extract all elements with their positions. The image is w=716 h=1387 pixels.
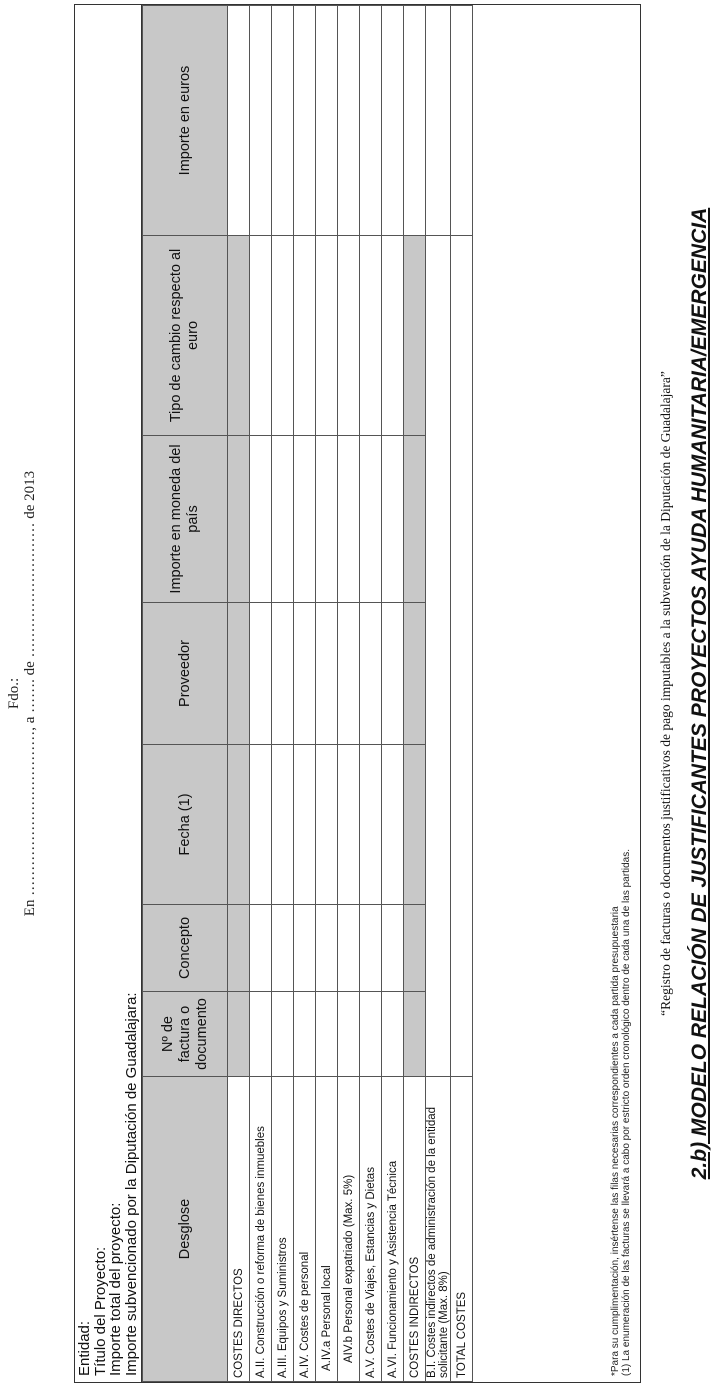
row-label: A.IV. Costes de personal xyxy=(294,1077,316,1382)
col-header-supplier: Proveedor xyxy=(143,603,228,745)
section-row-direct-costs xyxy=(228,6,250,1382)
invoice-table xyxy=(142,5,473,1382)
col-header-local-amount: Importe en moneda del país xyxy=(143,436,228,603)
col-header-desglose: Desglose xyxy=(143,1077,228,1382)
table-row xyxy=(338,6,360,1382)
document-title: 2.b) MODELO RELACIÓN DE JUSTIFICANTES PROYECTOS AYUDA HUMANITARIA/EMERGENCIA xyxy=(688,207,711,1180)
row-label: B.I. Costes indirectos de administración de la entidad solicitante (Max. 8%) xyxy=(426,1077,451,1382)
total-label: TOTAL COSTES xyxy=(451,1077,473,1382)
signature-line: Fdo.: xyxy=(6,677,22,710)
project-info xyxy=(75,5,142,1382)
section-row-indirect-costs xyxy=(404,6,426,1382)
form-frame xyxy=(74,4,641,1383)
table-row xyxy=(272,6,294,1382)
col-header-concept: Concepto xyxy=(143,905,228,992)
entity-field: Entidad: xyxy=(76,1320,93,1376)
col-header-date: Fecha (1) xyxy=(143,745,228,905)
table-row xyxy=(382,6,404,1382)
row-label: A.V. Costes de Viajes, Estancias y Dietas xyxy=(360,1077,382,1382)
section-label: COSTES INDIRECTOS xyxy=(404,1077,426,1382)
row-label: A.II. Construcción o reforma de bienes inmuebles xyxy=(250,1077,272,1382)
table-row xyxy=(316,6,338,1382)
row-label: A.VI. Funcionamiento y Asistencia Técnica xyxy=(382,1077,404,1382)
total-row xyxy=(451,6,473,1382)
project-title-field: Título del Proyecto: xyxy=(91,1246,109,1376)
col-header-euro-amount: Importe en euros xyxy=(143,6,228,236)
row-label: AIV.b Personal expatriado (Max. 5%) xyxy=(338,1077,360,1382)
footnote-2: (1) La enumeración de las facturas se llevará a cabo por estricto orden cronológico dentro de cada una de las partidas. xyxy=(621,849,632,1376)
section-label: COSTES DIRECTOS xyxy=(228,1077,250,1382)
place-date-line: En ……………………………, a ……. de ……………………… de 2013 xyxy=(22,470,38,917)
col-header-exchange-rate: Tipo de cambio respecto al euro xyxy=(143,236,228,436)
row-label: A.III. Equipos y Suministros xyxy=(272,1077,294,1382)
table-row xyxy=(360,6,382,1382)
total-amount-field: Importe total del proyecto: xyxy=(107,1202,124,1376)
subsidized-amount-field: Importe subvencionado por la Diputación de Guadalajara: xyxy=(122,992,140,1376)
table-row xyxy=(294,6,316,1382)
footnotes xyxy=(607,5,635,1382)
table-row xyxy=(250,6,272,1382)
document-subtitle: “Registro de facturas o documentos justificativos de pago imputables a la subvención de la Diputación de Guadalajara” xyxy=(658,371,673,1016)
table-row xyxy=(426,6,451,1382)
col-header-invoice-number: Nº de factura o documento xyxy=(143,992,228,1077)
footnote-1: *Para su cumplimentación, insértense las filas necesarias correspondientes a cada partida presupuestaria xyxy=(610,906,621,1376)
row-label: A.IV.a Personal local xyxy=(316,1077,338,1382)
table-header-row xyxy=(143,6,228,1382)
